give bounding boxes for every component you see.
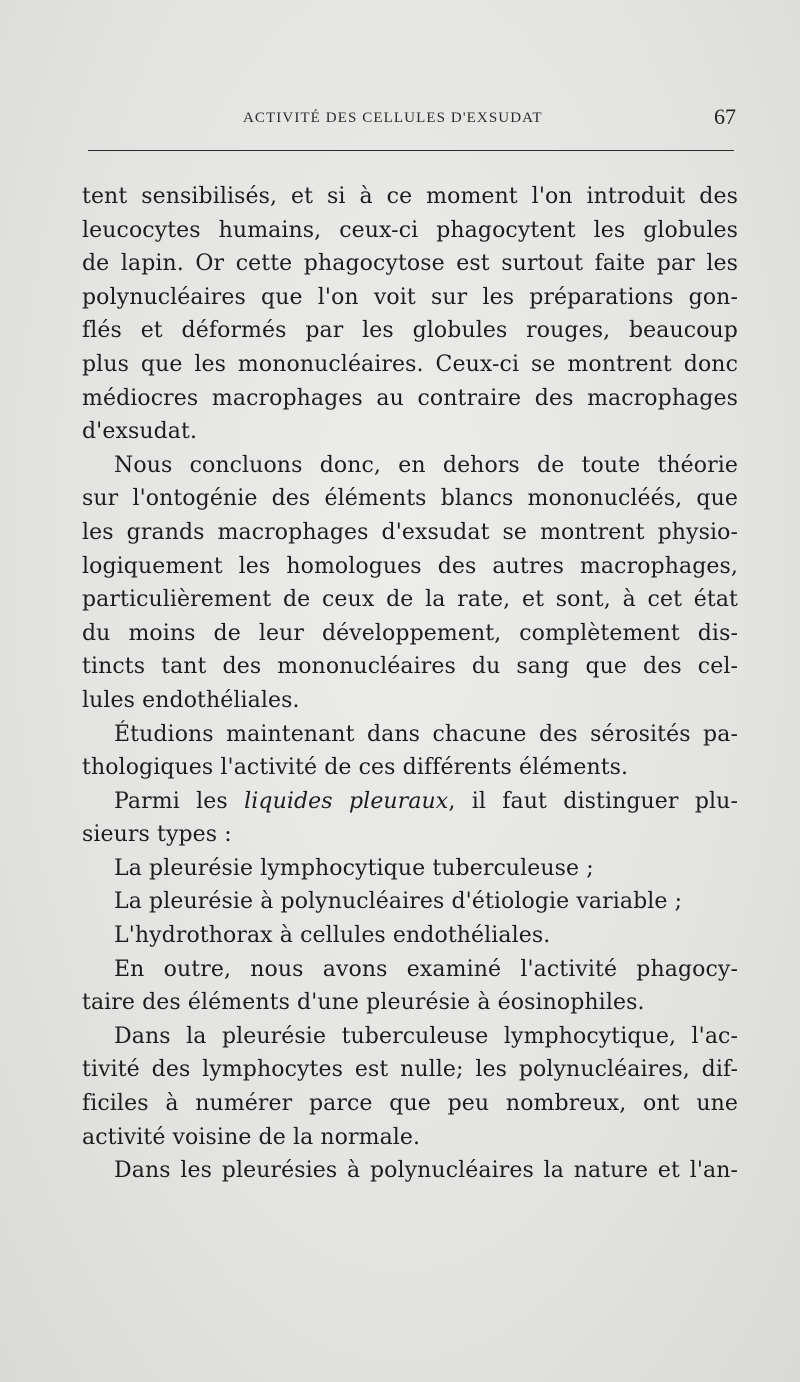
text-line: sur l'ontogénie des éléments blancs mononucléés, que: [82, 486, 738, 512]
text-line: polynucléaires que l'on voit sur les préparations gon-: [82, 284, 738, 310]
running-title: ACTIVITÉ DES CELLULES D'EXSUDAT: [243, 110, 543, 126]
text-line: les grands macrophages d'exsudat se montrent physio-: [82, 519, 738, 545]
text-line: Étudions maintenant dans chacune des sérosités pa-: [114, 721, 738, 747]
list-item: La pleurésie lymphocytique tuberculeuse ;: [114, 855, 594, 881]
text-line: taire des éléments d'une pleurésie à éosinophiles.: [82, 990, 645, 1016]
text-line: tincts tant des mononucléaires du sang que des cel-: [82, 654, 738, 680]
text-line: Dans les pleurésies à polynucléaires la nature et l'an-: [114, 1158, 738, 1184]
text-line: lules endothéliales.: [82, 687, 300, 713]
text-segment: Parmi les: [114, 788, 245, 814]
text-segment: , il faut distinguer plu-: [448, 788, 738, 814]
page-header: [88, 106, 736, 136]
page-number: 67: [714, 104, 736, 129]
text-line: En outre, nous avons examiné l'activité phagocy-: [114, 956, 738, 982]
text-line: Dans la pleurésie tuberculeuse lymphocytique, l'ac-: [114, 1023, 738, 1049]
header-rule: [88, 150, 734, 151]
text-line: flés et déformés par les globules rouges, beaucoup: [82, 318, 738, 344]
text-line: ficiles à numérer parce que peu nombreux, ont une: [82, 1091, 738, 1117]
text-line: sieurs types :: [82, 822, 232, 848]
text-line: du moins de leur développement, complètement dis-: [82, 620, 738, 646]
text-line: particulièrement de ceux de la rate, et sont, à cet état: [82, 587, 738, 613]
text-line: médiocres macrophages au contraire des macrophages: [82, 385, 738, 411]
text-line: [82, 785, 738, 819]
text-line: tivité des lymphocytes est nulle; les polynucléaires, dif-: [82, 1057, 738, 1083]
text-line: thologiques l'activité de ces différents éléments.: [82, 755, 629, 781]
text-line: tent sensibilisés, et si à ce moment l'on introduit des: [82, 184, 738, 209]
list-item: L'hydrothorax à cellules endothéliales.: [114, 923, 551, 949]
list-item: La pleurésie à polynucléaires d'étiologie variable ;: [114, 889, 683, 915]
text-line: activité voisine de la normale.: [82, 1124, 421, 1150]
text-line: de lapin. Or cette phagocytose est surtout faite par les: [82, 251, 738, 277]
text-line: leucocytes humains, ceux-ci phagocytent les globules: [82, 217, 738, 243]
text-line: plus que les mononucléaires. Ceux-ci se montrent donc: [82, 351, 738, 377]
text-line: Nous concluons donc, en dehors de toute théorie: [114, 452, 738, 478]
text-line: logiquement les homologues des autres macrophages,: [82, 553, 738, 579]
text-line: d'exsudat.: [82, 419, 198, 445]
body-text: [82, 180, 738, 1188]
italic-term: liquides pleuraux: [244, 788, 449, 814]
